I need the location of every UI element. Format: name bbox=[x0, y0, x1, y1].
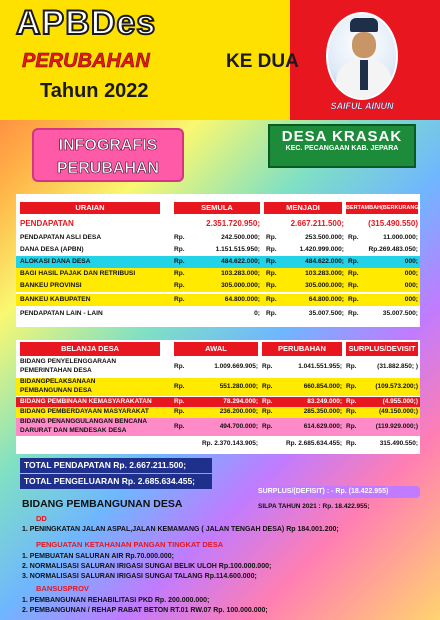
col-header-menjadi: MENJADI bbox=[264, 202, 342, 214]
cell-label: BAGI HASIL PAJAK DAN RETRIBUSI bbox=[20, 270, 136, 277]
infografis-badge bbox=[32, 128, 184, 182]
total-pengeluaran: TOTAL PENGELUARAN Rp. 2.685.634.455; bbox=[20, 474, 212, 489]
ketahanan-label: PENGUATAN KETAHANAN PANGAN TINGKAT DESA bbox=[36, 540, 224, 549]
cell-rp: Rp. bbox=[262, 363, 273, 370]
year-label: Tahun 2022 bbox=[40, 80, 149, 102]
cell-menjadi: 35.007.500; bbox=[308, 310, 344, 317]
table-row bbox=[16, 308, 420, 320]
cell-rp: Rp. bbox=[348, 270, 359, 277]
cell-rp: Rp. bbox=[266, 310, 277, 317]
official-name: SAIFUL AINUN bbox=[330, 101, 394, 111]
cell-rp: Rp. bbox=[348, 310, 359, 317]
cell-surplus: (31.882.850; ) bbox=[377, 363, 418, 370]
table-row bbox=[16, 407, 420, 418]
cell-label: BIDANG PEMBERDAYAAN MASYARAKAT bbox=[20, 408, 149, 415]
cell-semula: 103.283.000; bbox=[221, 270, 260, 277]
subtitle-perubahan: PERUBAHAN bbox=[22, 50, 150, 72]
cell-rp: Rp. bbox=[346, 423, 357, 430]
cell-rp: Rp. bbox=[174, 270, 185, 277]
table-row bbox=[16, 294, 420, 306]
col-header-uraian: URAIAN bbox=[20, 202, 160, 214]
cell-rp: Rp. bbox=[266, 282, 277, 289]
cell-rp: Rp. bbox=[174, 363, 185, 370]
cell-awal: 1.009.669.905; bbox=[214, 363, 258, 370]
cell-semula: 2.351.720.950; bbox=[206, 219, 260, 228]
cell-label: BANKEU PROVINSI bbox=[20, 282, 82, 289]
table-row bbox=[16, 418, 420, 436]
table-row bbox=[16, 244, 420, 256]
cell-rp: Rp. bbox=[348, 234, 359, 241]
cell-perubahan: 1.041.551.955; bbox=[298, 363, 342, 370]
table-row bbox=[16, 232, 420, 244]
cell-rp: Rp. bbox=[174, 258, 185, 265]
cell-semula: 305.000.000; bbox=[221, 282, 260, 289]
cell-rp: Rp. bbox=[346, 363, 357, 370]
col-header-awal: AWAL bbox=[174, 342, 258, 356]
cell-rp: Rp. bbox=[262, 383, 273, 390]
cell-awal: 551.280.000; bbox=[219, 383, 258, 390]
cell-semula: 64.800.000; bbox=[224, 296, 260, 303]
cell-selisih: 000; bbox=[404, 258, 418, 265]
portrait-cap bbox=[350, 18, 378, 32]
cell-selisih: Rp.269.483.050; bbox=[368, 246, 418, 253]
cell-perubahan: 614.629.000; bbox=[303, 423, 342, 430]
list-item: 1. PEMBUATAN SALURAN AIR Rp.70.000.000; bbox=[22, 553, 174, 560]
table-row bbox=[16, 256, 420, 268]
cell-perubahan: 285.350.000; bbox=[303, 408, 342, 415]
table-row-pendapatan-total bbox=[16, 218, 420, 230]
table-row bbox=[16, 268, 420, 280]
cell-awal: 236.200.000; bbox=[219, 408, 258, 415]
list-item: 1. PEMBANGUNAN REHABILITASI PKD Rp. 200.000.000; bbox=[22, 597, 210, 604]
table-row bbox=[16, 378, 420, 396]
cell-rp: Rp. bbox=[174, 383, 185, 390]
cell-menjadi: 103.283.000; bbox=[305, 270, 344, 277]
cell-awal: 494.700.000; bbox=[219, 423, 258, 430]
cell-semula: 484.622.000; bbox=[221, 258, 260, 265]
portrait-tie bbox=[360, 60, 368, 90]
official-portrait bbox=[326, 12, 398, 100]
cell-selisih: 35.007.500; bbox=[382, 310, 418, 317]
desa-kecamatan: KEC. PECANGAAN KAB. JEPARA bbox=[285, 145, 399, 152]
cell-semula: 1.151.515.950; bbox=[215, 246, 260, 253]
cell-rp: Rp. bbox=[348, 282, 359, 289]
cell-rp: Rp. bbox=[174, 282, 185, 289]
cell-selisih: 000; bbox=[404, 282, 418, 289]
cell-total-perubahan: Rp. 2.685.634.455; bbox=[285, 440, 342, 447]
cell-rp: Rp. bbox=[346, 408, 357, 415]
cell-total-surplus: 315.490.550; bbox=[379, 440, 418, 447]
cell-menjadi: 305.000.000; bbox=[305, 282, 344, 289]
cell-label: PENDAPATAN ASLI DESA bbox=[20, 234, 102, 241]
cell-total-awal: Rp. 2.370.143.905; bbox=[201, 440, 258, 447]
cell-rp: Rp. bbox=[174, 246, 185, 253]
cell-menjadi: 64.800.000; bbox=[308, 296, 344, 303]
col-header-perubahan: PERUBAHAN bbox=[262, 342, 342, 356]
cell-selisih: 11.000.000; bbox=[383, 234, 418, 241]
desa-name: DESA KRASAK bbox=[281, 128, 403, 145]
table-row-totals bbox=[16, 440, 420, 450]
cell-surplus: (4.955.000;) bbox=[382, 398, 418, 405]
cell-label: PENDAPATAN LAIN - LAIN bbox=[20, 310, 103, 317]
cell-label: PENDAPATAN bbox=[20, 219, 74, 228]
cell-rp: Rp. bbox=[346, 398, 357, 405]
bansus-label: BANSUSPROV bbox=[36, 584, 89, 593]
table-row bbox=[16, 397, 420, 407]
cell-rp: Rp. bbox=[174, 408, 185, 415]
cell-label: BANKEU KABUPATEN bbox=[20, 296, 91, 303]
subtitle-ke-dua: KE DUA bbox=[226, 51, 299, 72]
cell-rp: Rp. bbox=[348, 258, 359, 265]
table-row bbox=[16, 280, 420, 292]
cell-rp: Rp. bbox=[266, 296, 277, 303]
infografis-line1: INFOGRAFIS bbox=[58, 137, 158, 154]
cell-perubahan: 83.249.000; bbox=[307, 398, 342, 405]
title: APBDes bbox=[16, 4, 157, 42]
cell-rp: Rp. bbox=[266, 270, 277, 277]
list-item: 1. PENINGKATAN JALAN ASPAL,JALAN KEMAMANG ( JALAN TENGAH DESA) Rp 184.001.200; bbox=[22, 526, 339, 533]
cell-menjadi: 2.667.211.500; bbox=[290, 219, 344, 228]
cell-rp: Rp. bbox=[174, 296, 185, 303]
belanja-table bbox=[16, 340, 420, 454]
cell-rp: Rp. bbox=[348, 296, 359, 303]
cell-rp: Rp. bbox=[266, 258, 277, 265]
cell-rp: Rp. bbox=[262, 398, 273, 405]
cell-selisih: 000; bbox=[404, 270, 418, 277]
cell-surplus: (49.150.000;) bbox=[378, 408, 418, 415]
silpa-label: SILPA TAHUN 2021 : Rp. 18.422.955; bbox=[258, 503, 370, 510]
cell-surplus: (119.929.000;) bbox=[375, 423, 418, 430]
list-item: 3. NORMALISASI SALURAN IRIGASI SUNGAI TALANG Rp.114.600.000; bbox=[22, 573, 257, 580]
portrait-face bbox=[352, 32, 376, 58]
cell-selisih: 000; bbox=[404, 296, 418, 303]
cell-rp: Rp. bbox=[174, 398, 185, 405]
cell-perubahan: 660.854.000; bbox=[303, 383, 342, 390]
cell-label: BIDANG PENANGGULANGAN BENCANA bbox=[20, 418, 148, 425]
cell-rp: Rp. bbox=[174, 423, 185, 430]
cell-label-2: PEMBANGUNAN DESA bbox=[20, 387, 92, 394]
cell-rp: Rp. bbox=[346, 383, 357, 390]
cell-rp: Rp. bbox=[174, 234, 185, 241]
list-item: 2. PEMBANGUNAN / REHAP RABAT BETON RT.01 RW.07 Rp. 100.000.000; bbox=[22, 607, 268, 614]
cell-menjadi: 484.622.000; bbox=[305, 258, 344, 265]
cell-rp: Rp. bbox=[266, 246, 277, 253]
infografis-line2: PERUBAHAN bbox=[56, 160, 160, 177]
col-header-bertambah: BERTAMBAH(BERKURANG) bbox=[346, 202, 418, 214]
col-header-semula: SEMULA bbox=[174, 202, 260, 214]
col-header-surplus: SURPLUS/DEVISIT bbox=[346, 342, 418, 356]
cell-label-2: DARURAT DAN MENDESAK DESA bbox=[20, 427, 127, 434]
cell-awal: 78.294.000; bbox=[223, 398, 258, 405]
cell-label: BIDANG PENYELENGGARAAN bbox=[20, 358, 117, 365]
total-pendapatan: TOTAL PENDAPATAN Rp. 2.667.211.500; bbox=[20, 458, 212, 473]
cell-rp: Rp. bbox=[262, 423, 273, 430]
cell-surplus: (109.573.200;) bbox=[375, 383, 418, 390]
cell-label-2: PEMERINTAHAN DESA bbox=[20, 367, 92, 374]
table-row bbox=[16, 358, 420, 378]
dd-label: DD bbox=[36, 514, 47, 523]
cell-selisih: (315.490.550) bbox=[368, 219, 418, 228]
cell-rp: Rp. bbox=[266, 234, 277, 241]
col-header-belanja: BELANJA DESA bbox=[20, 342, 160, 356]
cell-menjadi: 1.420.999.000; bbox=[299, 246, 344, 253]
surplus-badge: SURPLUS/(DEFISIT) : - Rp. (18.422.955) bbox=[254, 486, 420, 498]
cell-rp: Rp. bbox=[346, 440, 357, 447]
pembangunan-title: BIDANG PEMBANGUNAN DESA bbox=[22, 498, 183, 510]
cell-semula: 242.500.000; bbox=[221, 234, 260, 241]
cell-label: DANA DESA (APBN) bbox=[20, 246, 84, 253]
pendapatan-table bbox=[16, 194, 420, 327]
list-item: 2. NORMALISASI SALURAN IRIGASI SUNGAI BELIK ULOH Rp.100.000.000; bbox=[22, 563, 272, 570]
desa-badge bbox=[268, 124, 416, 168]
cell-menjadi: 253.500.000; bbox=[305, 234, 344, 241]
cell-label: BIDANG PEMBINAAN KEMASYARAKATAN bbox=[20, 398, 152, 405]
cell-label: ALOKASI DANA DESA bbox=[20, 258, 91, 265]
cell-semula: 0; bbox=[254, 310, 260, 317]
cell-rp: Rp. bbox=[262, 408, 273, 415]
cell-label: BIDANGPELAKSANAAN bbox=[20, 378, 96, 385]
